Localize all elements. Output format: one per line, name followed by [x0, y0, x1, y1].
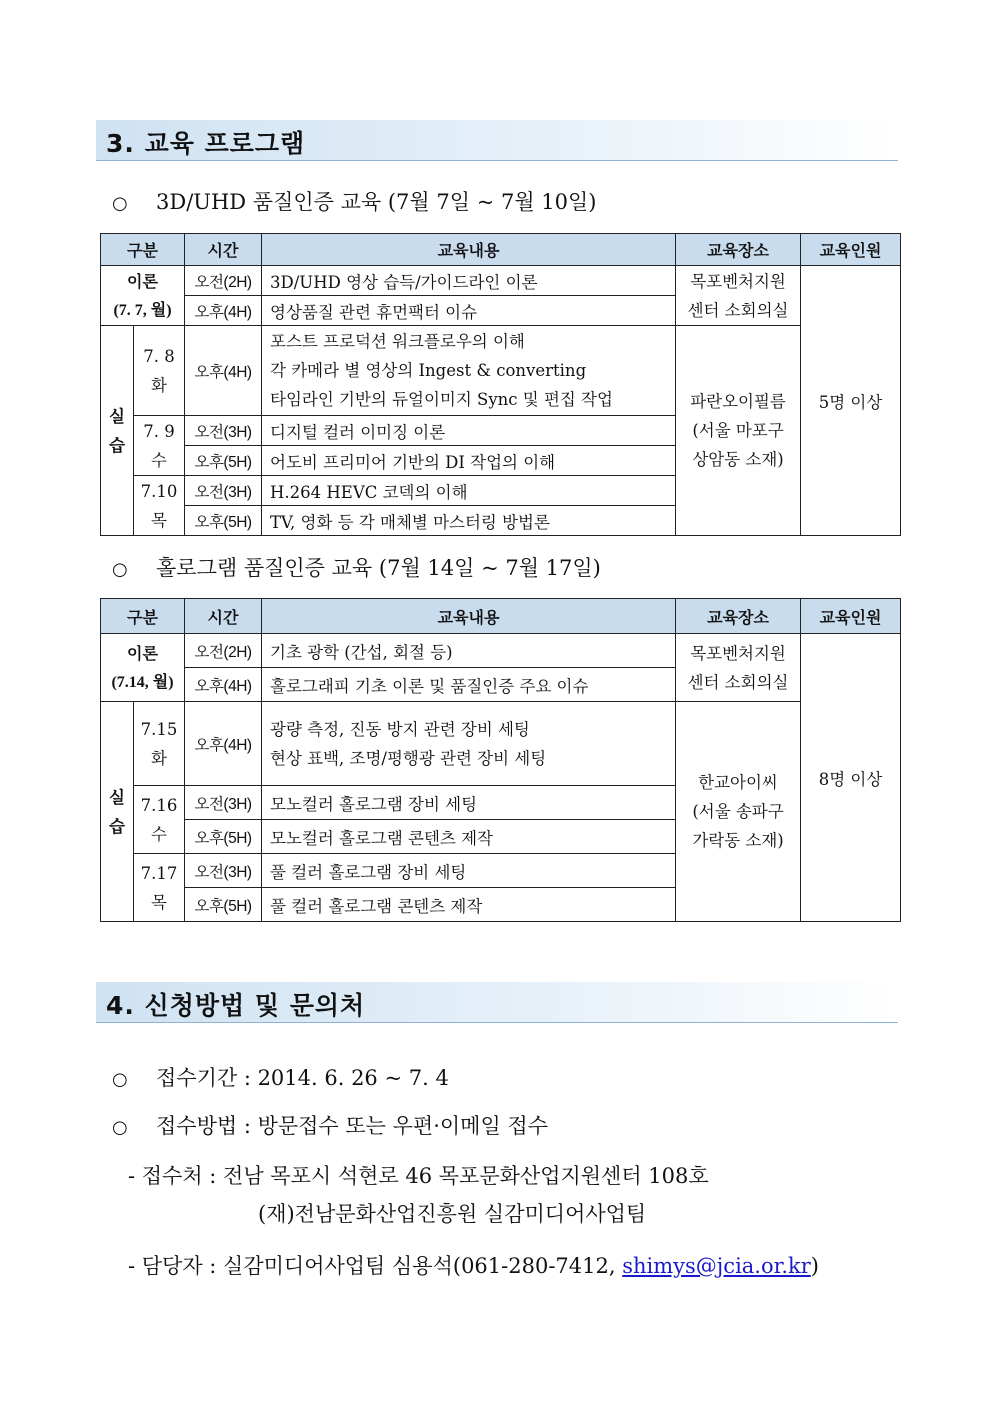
header-people: 교육인원 [801, 234, 901, 266]
practice-cell [101, 702, 134, 922]
period-text: 접수기간 : 2014. 6. 26 ~ 7. 4 [156, 1066, 449, 1090]
theory-date: (7. 7, 월) [113, 301, 172, 319]
content-cell: 모노컬러 홀로그램 장비 세팅 [262, 786, 676, 820]
time-cell: 오후(4H) [185, 668, 262, 702]
content-cell: 모노컬러 홀로그램 콘텐츠 제작 [262, 820, 676, 854]
table-header-row [101, 599, 901, 634]
date-line: 7.17 [140, 863, 178, 883]
content-line: 현상 표백, 조명/평행광 관련 장비 세팅 [270, 748, 547, 768]
place-line: 목포벤처지원 [690, 271, 786, 291]
date-line: 화 [151, 375, 167, 395]
header-content: 교육내용 [262, 599, 676, 634]
time-cell: 오전(2H) [185, 634, 262, 668]
place-line: 상암동 소재) [692, 450, 784, 469]
date-cell [134, 786, 185, 854]
table-3d-uhd [100, 233, 901, 536]
content-cell: 풀 컬러 홀로그램 장비 세팅 [262, 854, 676, 888]
theory-label: 이론 [127, 271, 158, 291]
contact-prefix: - 담당자 : 실감미디어사업팀 심용석(061-280-7412, [128, 1254, 623, 1278]
time-cell: 오전(3H) [185, 476, 262, 506]
content-cell [262, 326, 676, 416]
theory-label: 이론 [127, 643, 158, 663]
header-content: 교육내용 [262, 234, 676, 266]
date-line: 수 [151, 450, 167, 470]
bullet-hologram [100, 552, 601, 582]
contact-email-link[interactable]: shimys@jcia.or.kr [622, 1254, 811, 1278]
table-row [101, 634, 901, 668]
place-line: 가락동 소재) [692, 831, 784, 850]
table-row [101, 326, 901, 416]
practice-label: 실 [109, 406, 125, 426]
content-cell: 어도비 프리미어 기반의 DI 작업의 이해 [262, 446, 676, 476]
header-category: 구분 [101, 599, 185, 634]
place-line: 한교아이씨 [698, 773, 778, 792]
bullet-3d-uhd-text: 3D/UHD 품질인증 교육 (7월 7일 ~ 7월 10일) [156, 190, 597, 214]
date-cell [134, 702, 185, 786]
table-hologram [100, 598, 901, 922]
time-cell: 오후(4H) [185, 702, 262, 786]
people-cell: 5명 이상 [801, 266, 901, 536]
date-line: 화 [151, 748, 167, 768]
section4-title: 4. 신청방법 및 문의처 [106, 991, 366, 1020]
place-line: 센터 소회의실 [687, 300, 789, 320]
place-theory-cell [676, 634, 801, 702]
time-cell: 오전(2H) [185, 266, 262, 296]
bullet-method [100, 1110, 548, 1140]
bullet-period [100, 1062, 449, 1092]
header-time: 시간 [185, 234, 262, 266]
time-cell: 오후(4H) [185, 296, 262, 326]
place-practice-cell [676, 702, 801, 922]
address-line-1: - 접수처 : 전남 목포시 석현로 46 목포문화산업지원센터 108호 [128, 1164, 709, 1188]
bullet-3d-uhd [100, 186, 597, 216]
date-cell [134, 326, 185, 416]
practice-label: 습 [109, 435, 125, 455]
content-cell: 홀로그래피 기초 이론 및 품질인증 주요 이슈 [262, 668, 676, 702]
header-people: 교육인원 [801, 599, 901, 634]
place-line: 센터 소회의실 [687, 672, 789, 692]
method-text: 접수방법 : 방문접수 또는 우편·이메일 접수 [156, 1114, 548, 1138]
table-row [101, 266, 901, 296]
table-header-row [101, 234, 901, 266]
content-line: 타임라인 기반의 듀얼이미지 Sync 및 편집 작업 [270, 390, 613, 409]
date-line: 7.10 [140, 481, 178, 501]
practice-label: 습 [109, 816, 125, 836]
date-line: 7.16 [140, 795, 178, 815]
practice-label: 실 [109, 787, 125, 807]
address-line-2: (재)전남문화산업진흥원 실감미디어사업팀 [258, 1202, 647, 1226]
content-cell: TV, 영화 등 각 매체별 마스터링 방법론 [262, 506, 676, 536]
time-cell: 오후(5H) [185, 506, 262, 536]
place-line: (서울 마포구 [692, 421, 784, 440]
time-cell: 오후(5H) [185, 820, 262, 854]
content-cell: 3D/UHD 영상 습득/가이드라인 이론 [262, 266, 676, 296]
date-line: 수 [151, 824, 167, 844]
place-line: (서울 송파구 [692, 802, 784, 821]
theory-date: (7.14, 월) [111, 673, 174, 691]
section3-title: 3. 교육 프로그램 [106, 129, 306, 158]
content-cell [262, 702, 676, 786]
date-line: 7. 9 [143, 421, 175, 441]
header-place: 교육장소 [676, 234, 801, 266]
header-category: 구분 [101, 234, 185, 266]
date-cell [134, 854, 185, 922]
date-cell [134, 416, 185, 476]
place-line: 목포벤처지원 [690, 643, 786, 663]
date-line: 7. 8 [143, 346, 175, 366]
circle-bullet-icon: ○ [112, 559, 128, 580]
section4-header [96, 982, 898, 1023]
date-line: 7.15 [140, 719, 178, 739]
place-theory-cell [676, 266, 801, 326]
circle-bullet-icon: ○ [112, 1117, 128, 1138]
content-line: 광량 측정, 진동 방지 관련 장비 세팅 [270, 719, 530, 739]
practice-cell [101, 326, 134, 536]
content-cell: 디지털 컬러 이미징 이론 [262, 416, 676, 446]
section3-header [96, 120, 898, 161]
content-cell: 영상품질 관련 휴먼팩터 이슈 [262, 296, 676, 326]
time-cell: 오후(5H) [185, 888, 262, 922]
people-cell: 8명 이상 [801, 634, 901, 922]
content-cell: 기초 광학 (간섭, 회절 등) [262, 634, 676, 668]
content-cell: 풀 컬러 홀로그램 콘텐츠 제작 [262, 888, 676, 922]
contact-line [128, 1250, 819, 1280]
date-line: 목 [151, 510, 167, 530]
circle-bullet-icon: ○ [112, 193, 128, 214]
header-place: 교육장소 [676, 599, 801, 634]
content-line: 포스트 프로덕션 워크플로우의 이해 [270, 332, 525, 351]
time-cell: 오전(3H) [185, 786, 262, 820]
time-cell: 오후(5H) [185, 446, 262, 476]
place-line: 파란오이필름 [690, 392, 786, 411]
time-cell: 오후(4H) [185, 326, 262, 416]
content-line: 각 카메라 별 영상의 Ingest & converting [270, 361, 587, 380]
theory-cell [101, 634, 185, 702]
time-cell: 오전(3H) [185, 416, 262, 446]
time-cell: 오전(3H) [185, 854, 262, 888]
table-row [101, 702, 901, 786]
theory-cell [101, 266, 185, 326]
date-cell [134, 476, 185, 536]
date-line: 목 [151, 892, 167, 912]
circle-bullet-icon: ○ [112, 1069, 128, 1090]
content-cell: H.264 HEVC 코덱의 이해 [262, 476, 676, 506]
header-time: 시간 [185, 599, 262, 634]
bullet-hologram-text: 홀로그램 품질인증 교육 (7월 14일 ~ 7월 17일) [156, 556, 601, 580]
contact-suffix: ) [810, 1254, 819, 1278]
place-practice-cell [676, 326, 801, 536]
